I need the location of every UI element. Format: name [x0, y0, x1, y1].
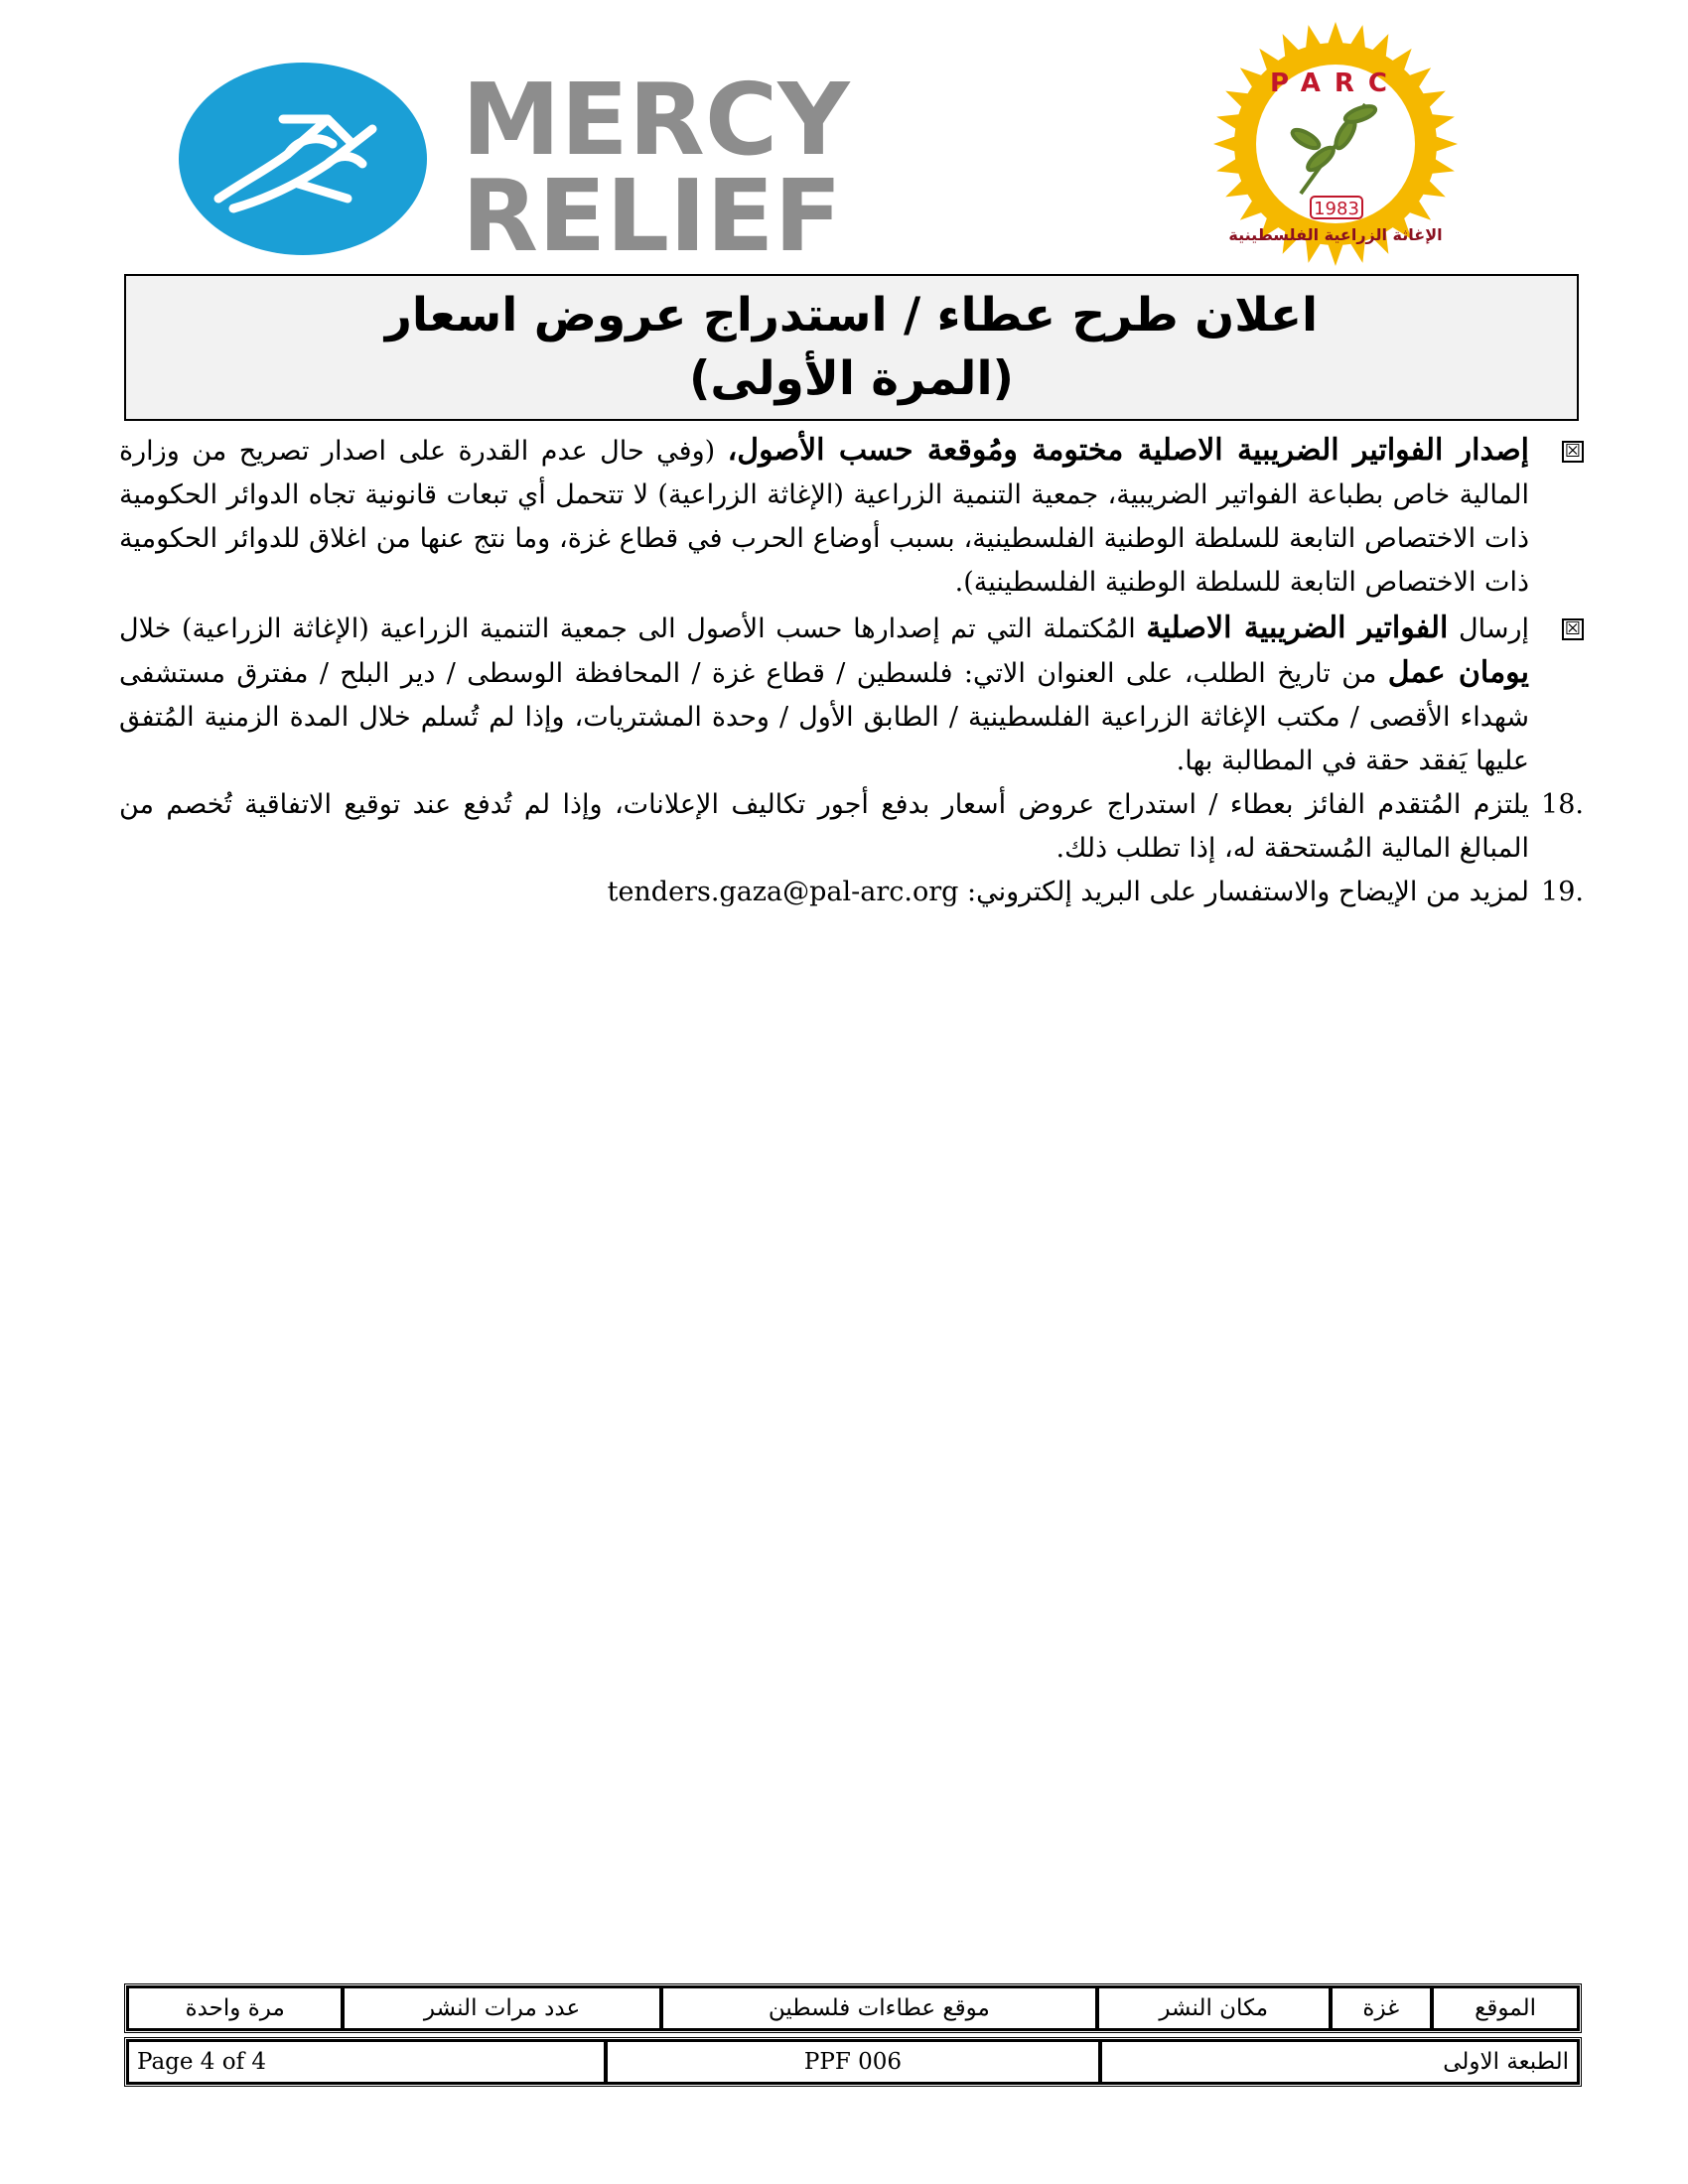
parc-arabic-name: الإغاثة الزراعية الفلسطينية — [1228, 225, 1443, 244]
footer-cell: عدد مرات النشر — [343, 1986, 660, 2030]
item-text: إرسال — [1448, 614, 1529, 644]
checkbox-x-icon: ☒ — [1562, 618, 1584, 640]
announcement-title-box — [124, 274, 1579, 421]
item-text: من تاريخ الطلب، على العنوان الاتي: فلسطين / قطاع غزة / المحافظة الوسطى / دير البلح / مفترق مستشفى شهداء الأقصى / مكتب الإغاثة الزراعية الفلسطينية / الطابق الأول / وحدة المشتريات، وإذا لم تُسلم خلال المدة الزمنية المُتفق عليها يَفقد حقة في المطالبة بها. — [119, 658, 1529, 776]
footer-cell: الموقع — [1432, 1986, 1579, 2030]
item-bold-text: إصدار الفواتير الضريبية الاصلية مختومة ومُوقعة حسب الأصول، — [727, 433, 1529, 468]
title-line-1: اعلان طرح عطاء / استدراج عروض اسعار — [384, 288, 1319, 342]
parc-logo — [1127, 20, 1544, 268]
parc-name: PARC — [1270, 68, 1401, 98]
footer-cell: غزة — [1331, 1986, 1433, 2030]
document-code: PPF 006 — [606, 2040, 1099, 2084]
footer-cell: مكان النشر — [1097, 1986, 1331, 2030]
page-number: Page 4 of 4 — [127, 2040, 606, 2084]
item-number: 18. — [1541, 789, 1584, 820]
item-text: المُكتملة التي تم إصدارها حسب الأصول الى جمعية التنمية الزراعية (الإغاثة الزراعية) خلال — [119, 614, 1147, 644]
contact-email-link[interactable]: tenders.gaza@pal-arc.org — [607, 877, 959, 907]
mercy-relief-logo — [179, 60, 894, 258]
list-item — [119, 429, 1584, 605]
page-footer-table — [124, 2037, 1582, 2087]
edition-label: الطبعة الاولى — [1100, 2040, 1579, 2084]
item-number: 19. — [1541, 877, 1584, 907]
item-text: (وفي حال عدم القدرة على اصدار تصريح من وزارة المالية خاص بطباعة الفواتير الضريبية، جمعية التنمية الزراعية (الإغاثة الزراعية) لا تتحمل أي تبعات قانونية تجاه الدوائر الحكومية ذات الاختصاص التابعة للسلطة الوطنية الفلسطينية، بسبب أوضاع الحرب في قطاع غزة، وما نتج عنها من اغلاق للدوائر الحكومية ذات الاختصاص التابعة للسلطة الوطنية الفلسطينية). — [119, 436, 1529, 598]
footer-cell: مرة واحدة — [127, 1986, 343, 2030]
parc-year: 1983 — [1314, 199, 1359, 219]
footer-cell: موقع عطاءات فلسطين — [661, 1986, 1097, 2030]
title-line-2: (المرة الأولى) — [688, 351, 1015, 406]
relief-text: RELIEF — [462, 158, 842, 258]
terms-list — [119, 429, 1584, 914]
item-bold-text: الفواتير الضريبية الاصلية — [1146, 611, 1449, 645]
mercy-text: MERCY — [462, 62, 850, 178]
item-text: لمزيد من الإيضاح والاستفسار على البريد إلكتروني: — [958, 877, 1529, 907]
list-item — [119, 783, 1584, 871]
item-bold-text: يومان عمل — [1387, 655, 1529, 690]
checkbox-x-icon: ☒ — [1562, 441, 1584, 463]
publication-info-table — [124, 1983, 1582, 2033]
list-item — [119, 871, 1584, 914]
list-item — [119, 607, 1584, 783]
item-text: يلتزم المُتقدم الفائز بعطاء / استدراج عروض أسعار بدفع أجور تكاليف الإعلانات، وإذا لم تُدفع عند توقيع الاتفاقية تُخصم من المبالغ المالية المُستحقة له، إذا تطلب ذلك. — [119, 789, 1529, 864]
